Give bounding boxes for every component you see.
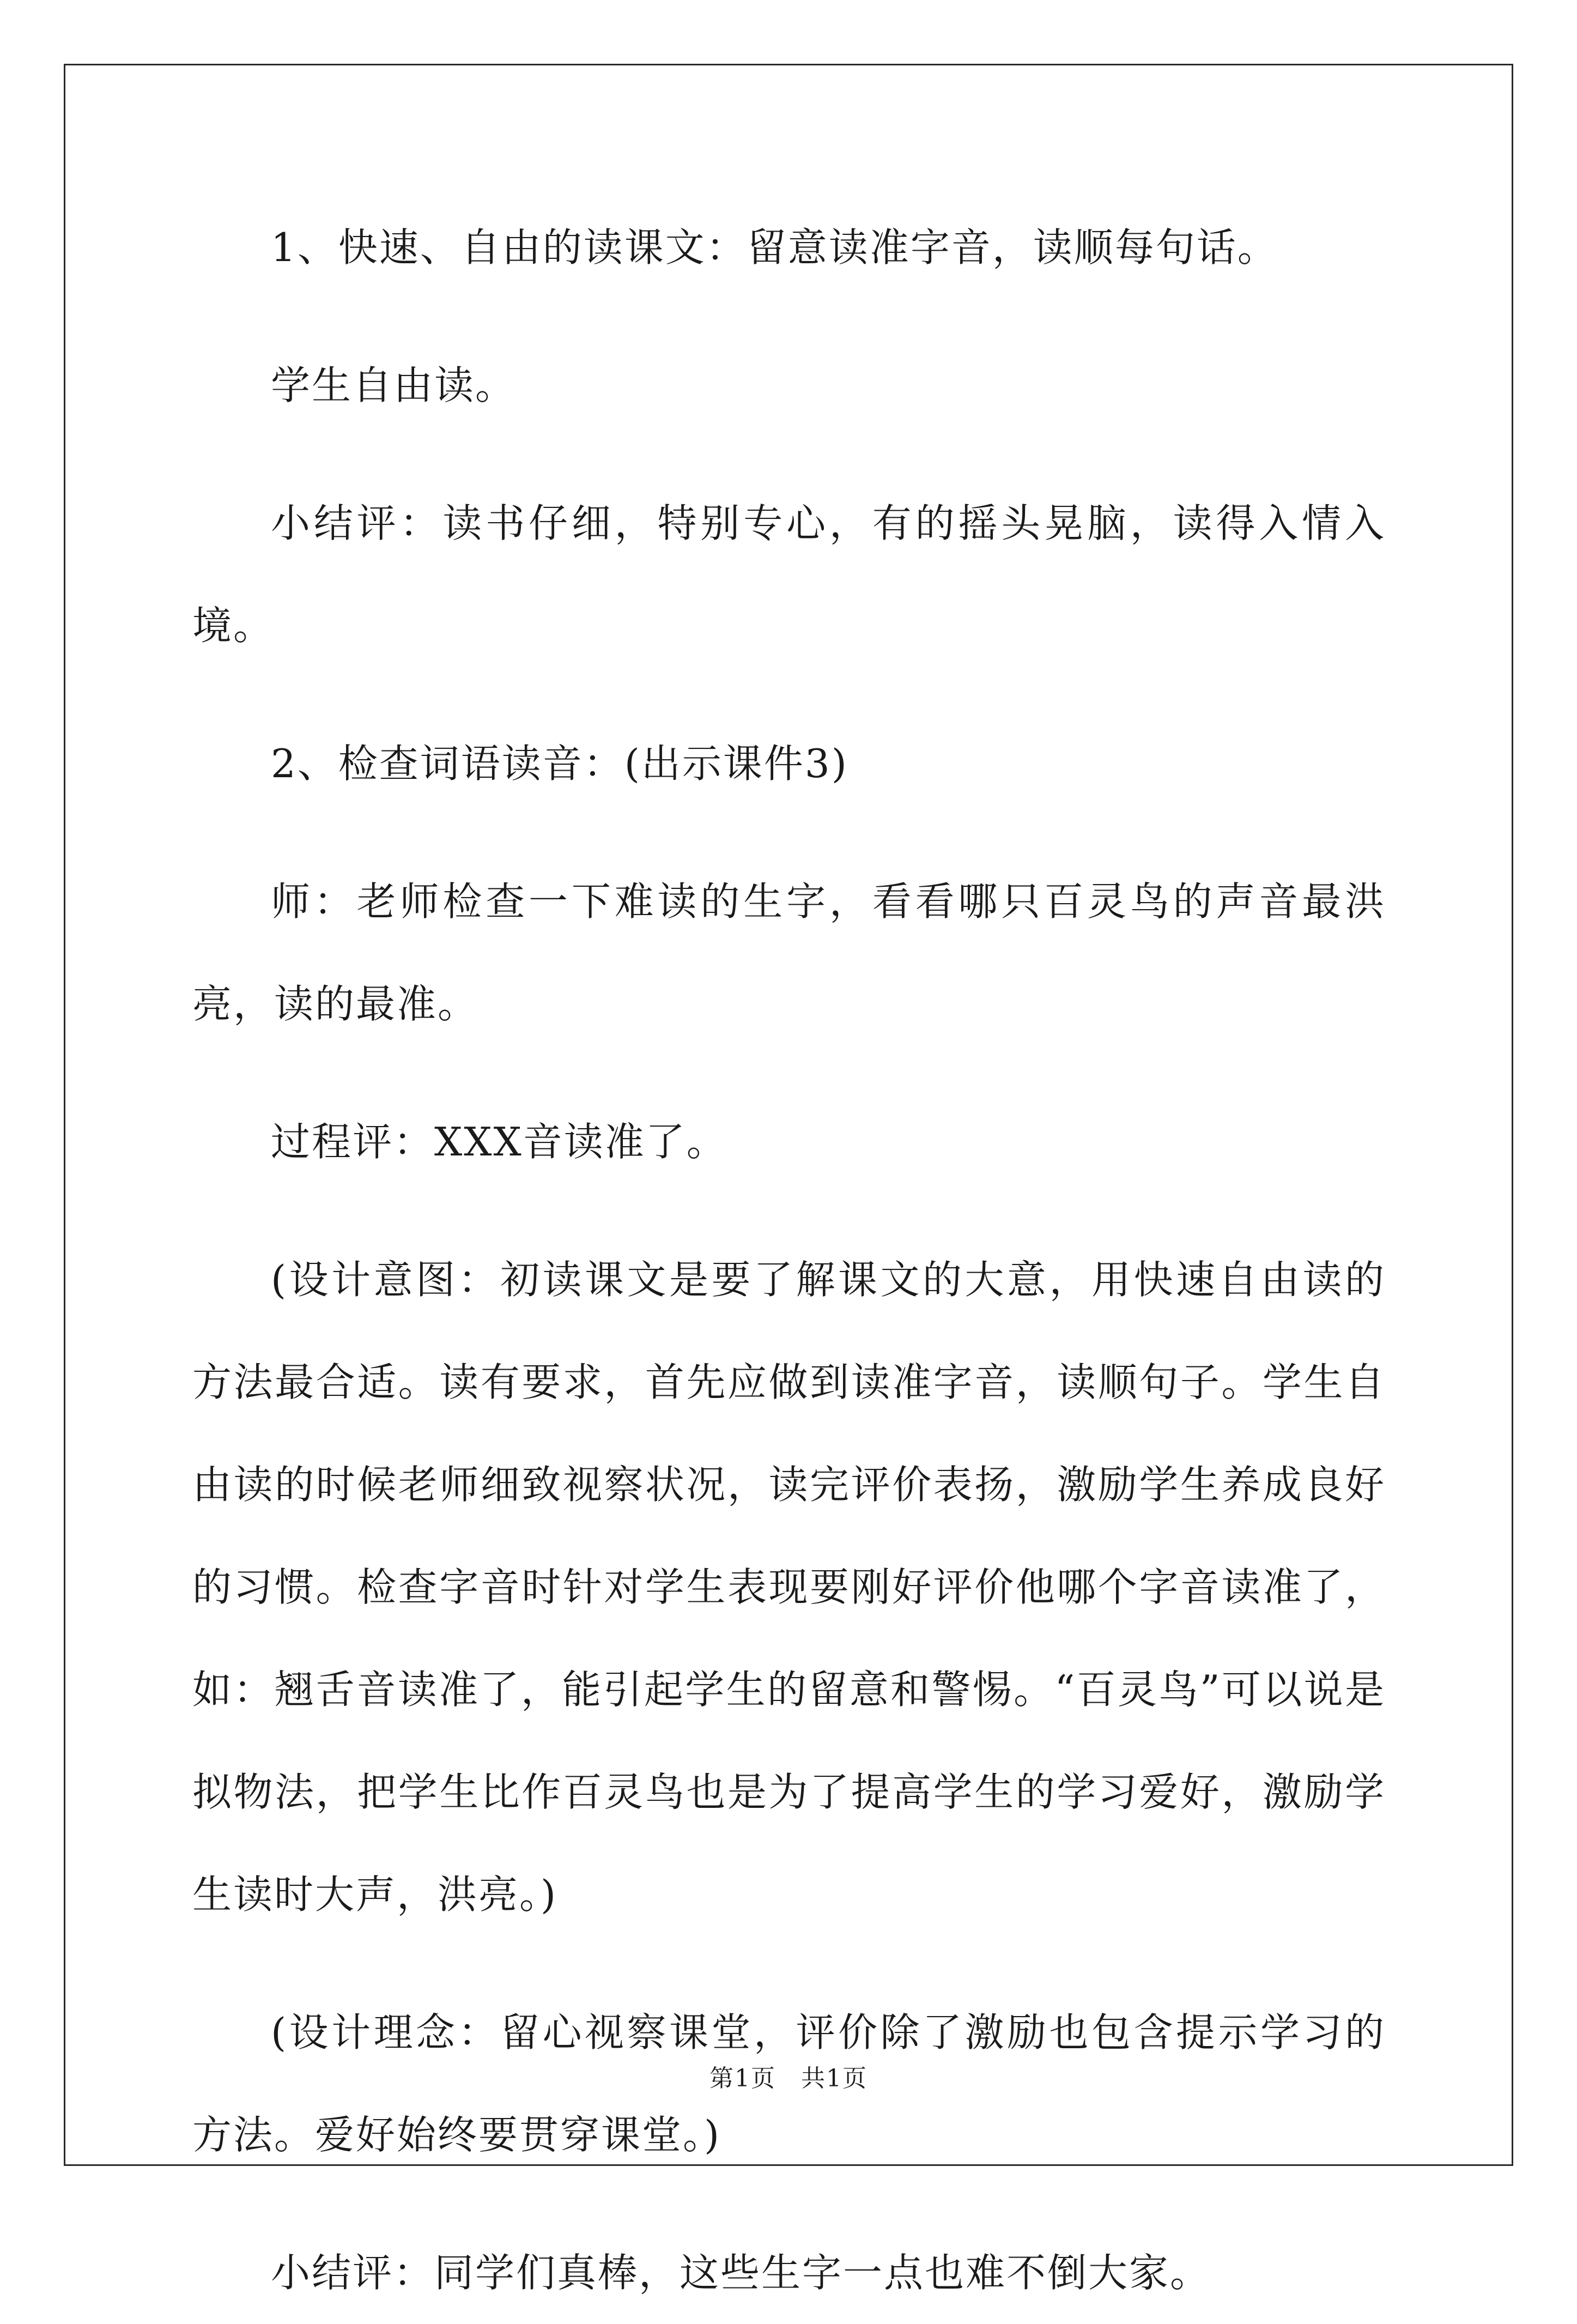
document-body [192, 196, 1386, 2324]
paragraph-8: (设计理念：留心视察课堂，评价除了激励也包含提示学习的方法。爱好始终要贯穿课堂。) [192, 2010, 1386, 2158]
page-number-footer: 第1页 共1页 [709, 2065, 868, 2092]
paragraph-1: 1、快速、自由的读课文：留意读准字音，读顺每句话。 [271, 225, 1278, 270]
paragraph-5: 师：老师检查一下难读的生字，看看哪只百灵鸟的声音最洪亮，读的最准。 [192, 879, 1386, 1027]
paragraph-7: (设计意图：初读课文是要了解课文的大意，用快速自由读的方法最合适。读有要求，首先应做到读准字音，读顺句子。学生自由读的时候老师细致视察状况，读完评价表扬，激励学生养成良好的习惯。检查字音时针对学生表现要刚好评价他哪个字音读准了，如：翘舌音读准了，能引起学生的留意和警惕。“百灵鸟”可以说是拟物法，把学生比作百灵鸟也是为了提高学生的学习爱好，激励学生读时大声，洪亮。) [192, 1257, 1386, 1917]
paragraph-2: 学生自由读。 [271, 362, 517, 408]
paragraph-4: 2、检查词语读音：(出示课件3) [271, 741, 848, 786]
paragraph-9: 小结评：同学们真棒，这些生字一点也难不倒大家。 [271, 2250, 1211, 2296]
paragraph-3: 小结评：读书仔细，特别专心，有的摇头晃脑，读得入情入境。 [192, 500, 1386, 649]
paragraph-6: 过程评：XXX音读准了。 [271, 1119, 727, 1165]
